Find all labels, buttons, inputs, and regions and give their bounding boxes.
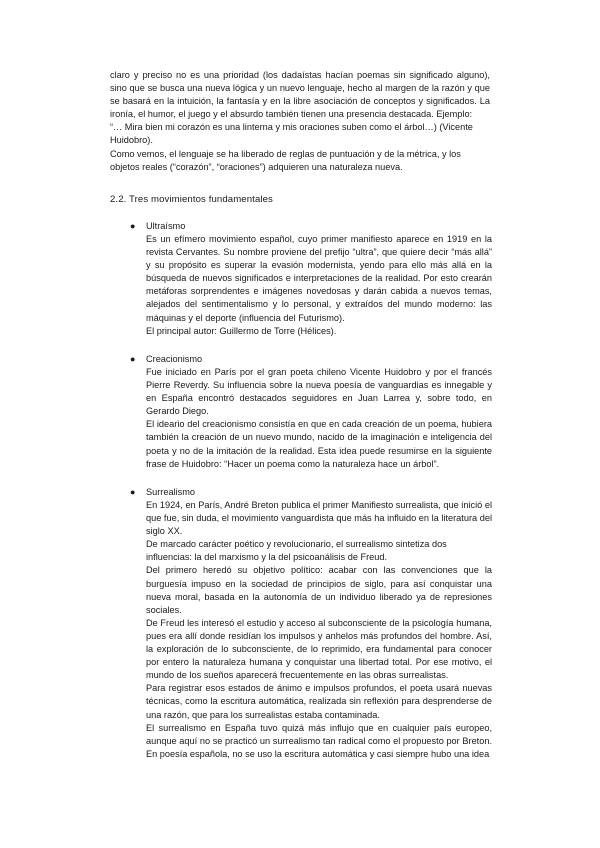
intro-paragraph: Como vemos, el lenguaje se ha liberado de reglas de puntuación y de la métrica, y los objetos reales (“corazón”, “oraciones”) adquieren una naturaleza nueva. [110, 148, 461, 172]
intro-paragraph: claro y preciso no es una prioridad (los dadaístas hacían poemas sin significado alguno), sino que se busca una nueva lógica y un nuevo lenguaje, hecho al margen de la razón y que se basará en la intuición, la fantasía y en la libre asociación de conceptos y significados. La ironía, el humor, el juego y el absurdo también tienen una presencia destacada. Ejemplo: [110, 70, 490, 120]
bullet-icon: ● [130, 354, 136, 364]
movement-paragraph: De marcado carácter poético y revolucionario, el surrealismo sintetiza dos influencias: la del marxismo y la del psicoanálisis de Freud. [146, 539, 447, 563]
section-heading: 2.2. Tres movimientos fundamentales [110, 194, 273, 205]
movement-body [146, 366, 492, 471]
movement-paragraph: El surrealismo en España tuvo quizá más influjo que en cualquier país europeo, aunque aquí no se practicó un surrealismo tan radical como el propuesto por Breton. En poesía española, no se uso la escritura automática y casi siempre hubo una idea [146, 722, 492, 759]
movement-paragraph: El ideario del creacionismo consistía en que en cada creación de un poema, hubiera también la creación de un nuevo mundo, nacido de la imaginación e inteligencia del poeta y no de la imitación de la realidad. Esta idea puede resumirse en la siguiente frase de Huidobro: “Hacer un poema como la naturaleza hace un árbol”. [146, 419, 492, 469]
movement-paragraph: Fue iniciado en París por el gran poeta chileno Vicente Huidobro y por el francés Pierre Reverdy. Su influencia sobre la nueva poesía de vanguardias es innegable y en España encontró destacados seguidores en Juan Larrea y, sobre todo, en Gerardo Diego. [146, 367, 492, 417]
movement-paragraph: En 1924, en París, André Breton publica el primer Manifiesto surrealista, que inició el que fue, sin duda, el movimiento vanguardista que más ha influido en la literatura del siglo XX. [146, 500, 492, 537]
movement-paragraph: Es un efímero movimiento español, cuyo primer manifiesto aparece en 1919 en la revista Cervantes. Su nombre proviene del prefijo “ultra”, que quiere decir “más allá” y su propósito es superar la evasión modernista, yendo para ello más allá en la búsqueda de nuevos significados e interpretaciones de la realidad. Por esto crearán metáforas sorprendentes e imágenes novedosas y darán cabida a nuevos temas, alejados del sentimentalismo y lo personal, y extraídos del mundo moderno: las máquinas y el deporte (influencia del Futurismo). [146, 234, 492, 323]
bullet-icon: ● [130, 487, 136, 497]
movement-paragraph: De Freud les interesó el estudio y acceso al subconsciente de la psicología humana, pues era allí donde residían los impulsos y anhelos más profundos del hombre. Así, la exploración de lo subconsciente, de lo reprimido, era fundamental para conocer por entero la naturaleza humana y conquistar una libertad total. Por ese motivo, el mundo de los sueños aparecerá frecuentemente en las obras surrealistas. [146, 617, 492, 681]
bullet-icon: ● [130, 221, 136, 231]
movement-title: Surrealismo [146, 487, 196, 497]
intro-text [110, 69, 490, 174]
intro-quote: “… Mira bien mi corazón es una linterna y mis oraciones suben como el árbol…) (Vicente Huidobro). [110, 122, 473, 146]
movement-paragraph: Del primero heredó su objetivo político: acabar con las convenciones que la burguesía impuso en la sociedad de principios de siglo, para así conquistar una nueva moral, basada en la autonomía de un individuo liberado ya de represiones sociales. [146, 565, 492, 615]
movement-paragraph: Para registrar esos estados de ánimo e impulsos profundos, el poeta usará nuevas técnicas, como la escritura automática, realizada sin reflexión para desprenderse de una razón, que para los surrealistas estaba contaminada. [146, 683, 492, 720]
movement-body [146, 499, 492, 761]
movement-title: Ultraísmo [146, 221, 186, 231]
movement-title: Creacionismo [146, 354, 203, 364]
movement-paragraph: El principal autor: Guillermo de Torre (Hélices). [146, 325, 337, 336]
movement-body [146, 233, 492, 338]
